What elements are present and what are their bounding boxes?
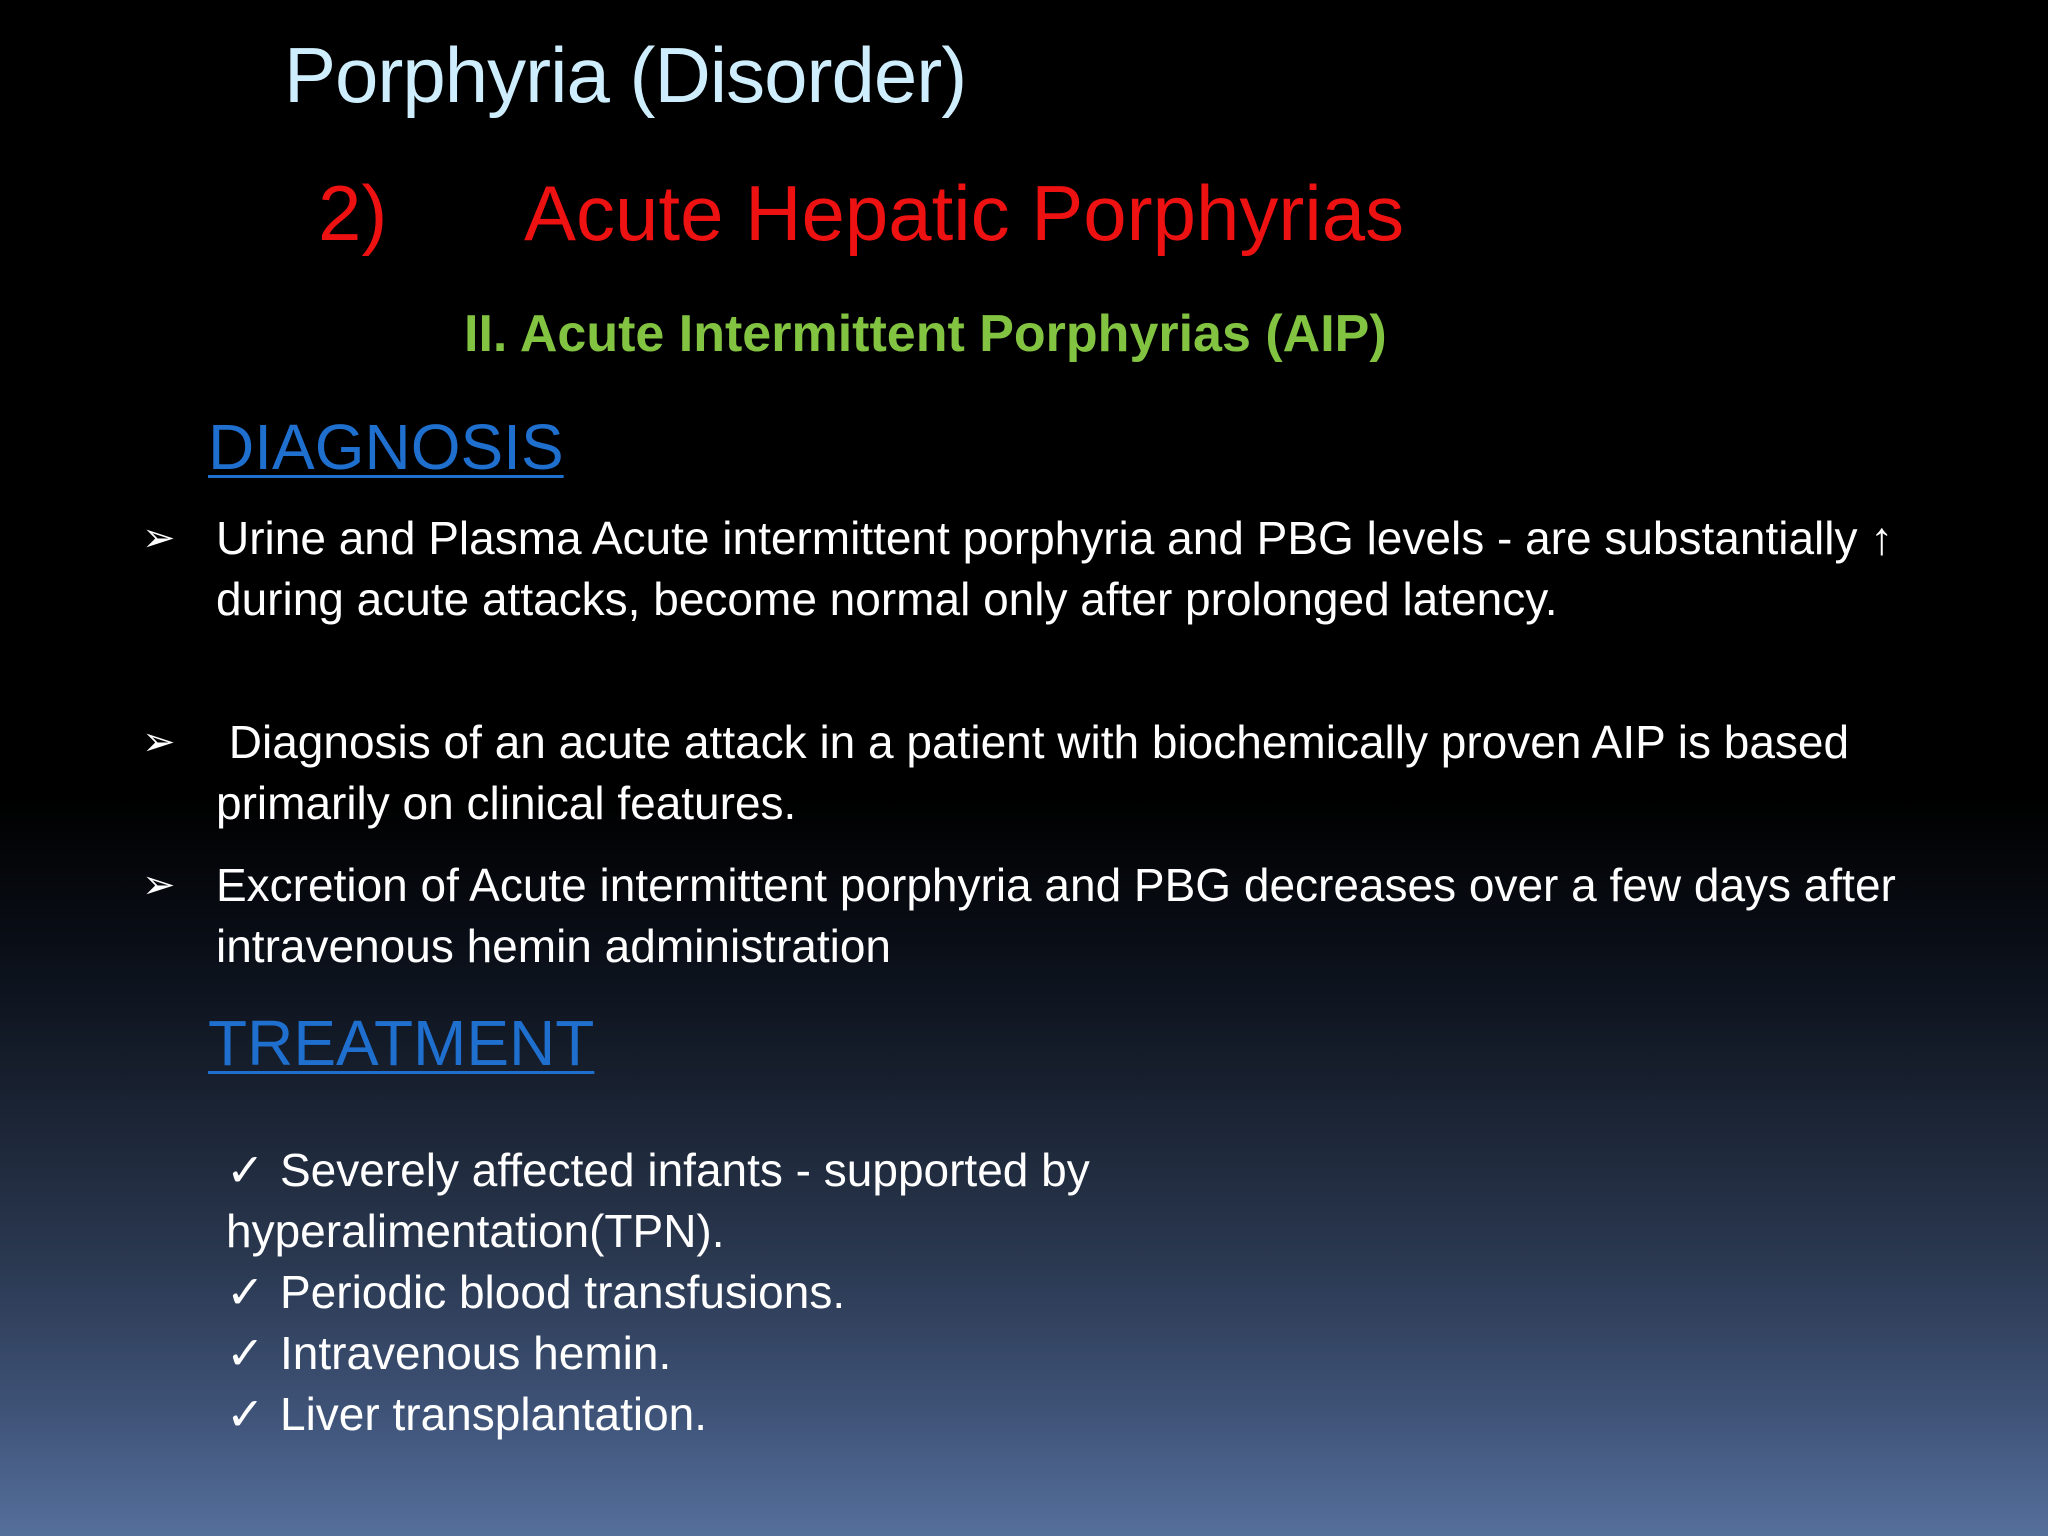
treatment-item-text: Liver transplantation. bbox=[280, 1388, 708, 1440]
diagnosis-heading: DIAGNOSIS bbox=[208, 411, 564, 483]
checkmark-icon: ✓ bbox=[226, 1266, 265, 1318]
diagnosis-item-text: Excretion of Acute intermittent porphyria and PBG decreases over a few days after intravenous hemin administration bbox=[216, 859, 1896, 972]
treatment-list bbox=[226, 1140, 1090, 1445]
treatment-item-1 bbox=[226, 1140, 1090, 1201]
checkmark-icon: ✓ bbox=[226, 1144, 265, 1196]
diagnosis-item-text: Urine and Plasma Acute intermittent porphyria and PBG levels - are substantially ↑ during acute attacks, become normal only after prolonged latency. bbox=[216, 512, 1894, 625]
arrow-bullet-icon: ➢ bbox=[142, 720, 176, 764]
arrow-bullet-icon: ➢ bbox=[142, 863, 176, 907]
diagnosis-item-text: Diagnosis of an acute attack in a patient with biochemically proven AIP is based primarily on clinical features. bbox=[216, 716, 1862, 829]
treatment-item-text: Intravenous hemin. bbox=[280, 1327, 672, 1379]
subtitle-number: 2) bbox=[318, 169, 388, 257]
diagnosis-item-1 bbox=[142, 508, 2002, 630]
treatment-item-4 bbox=[226, 1384, 1090, 1445]
treatment-item-text: Periodic blood transfusions. bbox=[280, 1266, 846, 1318]
diagnosis-item-2 bbox=[142, 712, 2002, 834]
diagnosis-item-3 bbox=[142, 855, 2002, 977]
checkmark-icon: ✓ bbox=[226, 1388, 265, 1440]
subtitle-text: Acute Hepatic Porphyrias bbox=[524, 169, 1405, 257]
treatment-item-3 bbox=[226, 1323, 1090, 1384]
arrow-bullet-icon: ➢ bbox=[142, 516, 176, 560]
treatment-heading: TREATMENT bbox=[208, 1007, 595, 1079]
checkmark-icon: ✓ bbox=[226, 1327, 265, 1379]
treatment-item-2 bbox=[226, 1262, 1090, 1323]
treatment-item-text: Severely affected infants - supported by bbox=[280, 1144, 1090, 1196]
section-subtitle: II. Acute Intermittent Porphyrias (AIP) bbox=[464, 305, 1387, 363]
treatment-item-1-continuation: hyperalimentation(TPN). bbox=[226, 1205, 725, 1257]
slide-title: Porphyria (Disorder) bbox=[284, 31, 967, 119]
